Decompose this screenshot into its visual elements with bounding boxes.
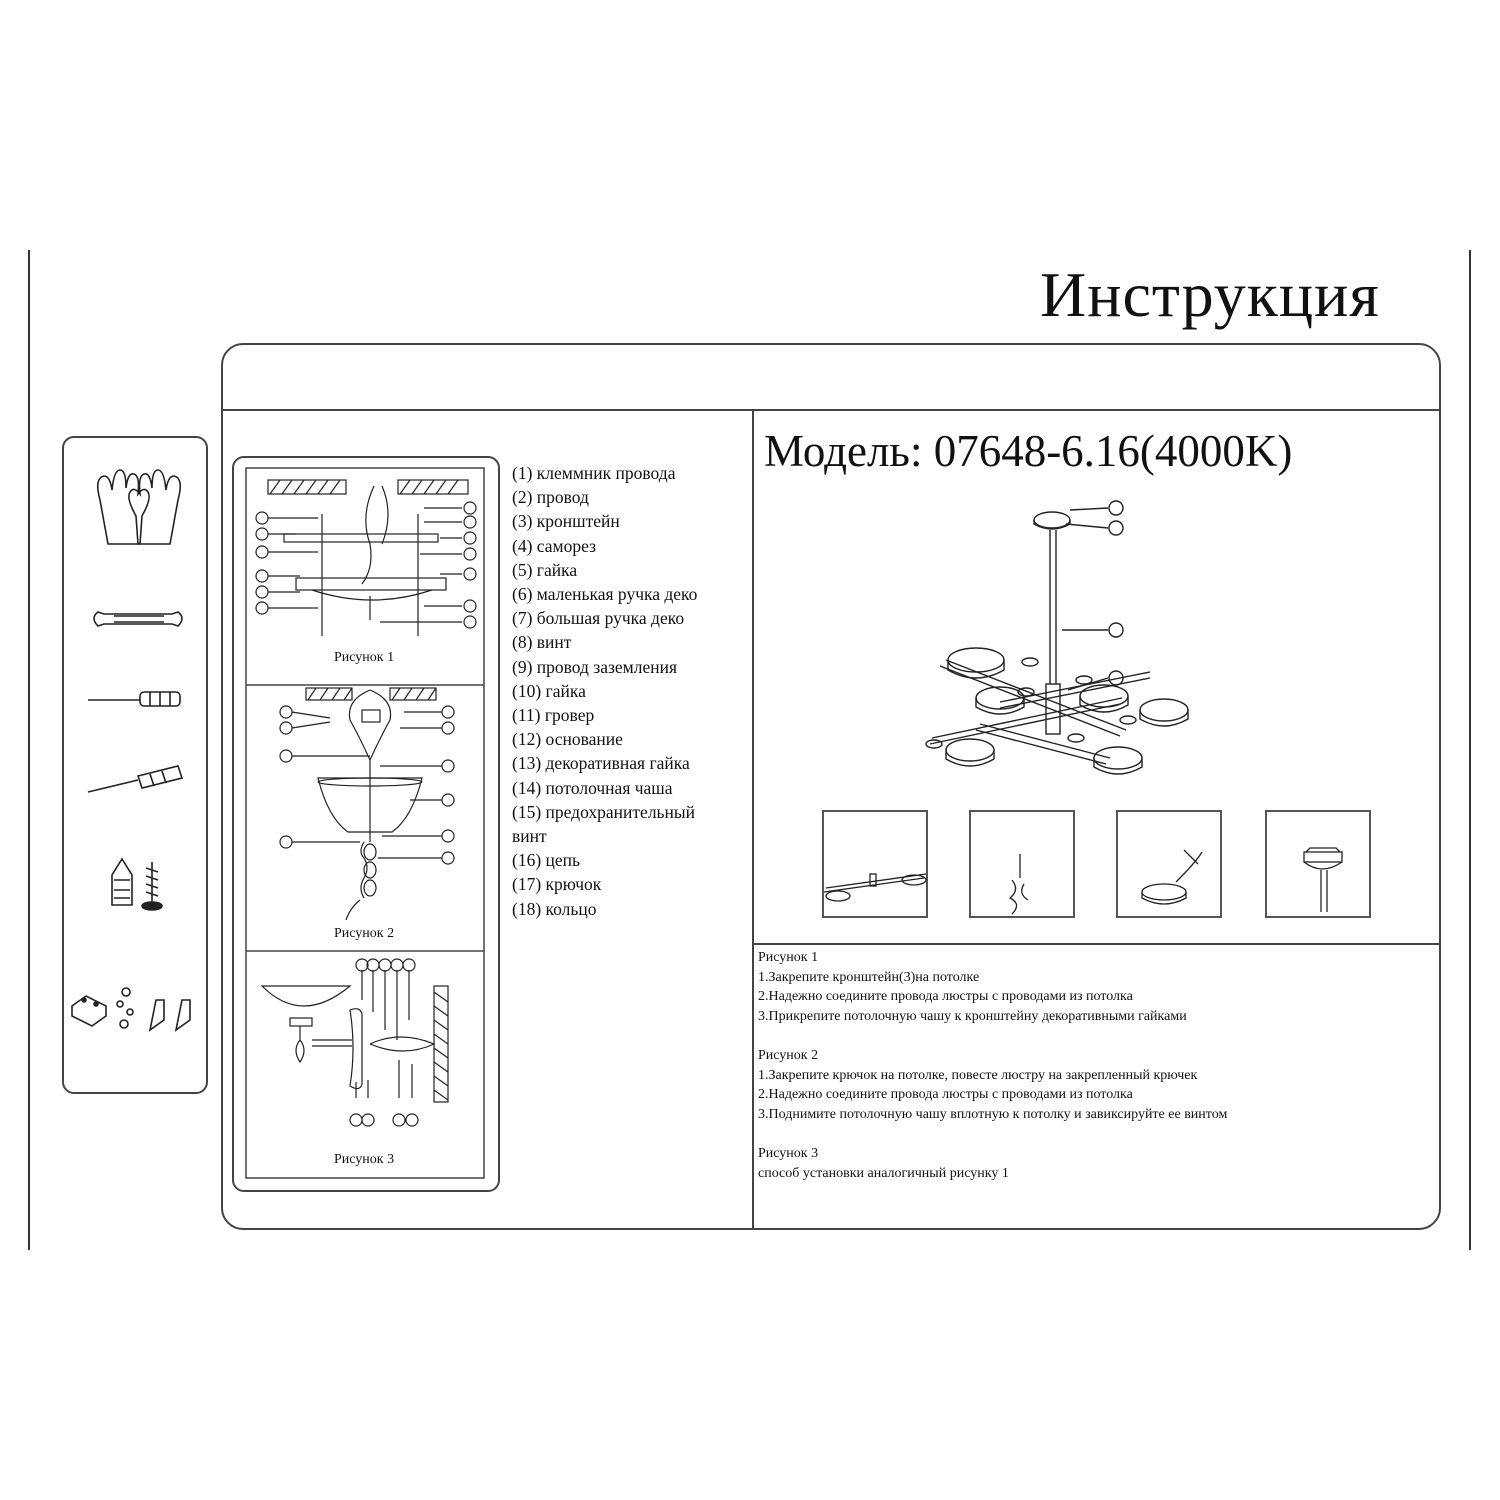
list-item: (15) предохранительный — [512, 801, 696, 822]
step-line: 3.Прикрепите потолочную чашу к кронштейну декоративными гайками — [758, 1008, 1187, 1024]
list-item: (13) декоративная гайка — [512, 753, 690, 774]
list-item: (12) основание — [512, 729, 623, 750]
page-title: Инструкция — [1040, 259, 1380, 330]
step-line: 2.Надежно соедините провода люстры с проводами из потолка — [758, 1087, 1133, 1103]
list-item: (7) большая ручка деко — [512, 608, 685, 629]
step-line: способ установки аналогичный рисунку 1 — [758, 1165, 1009, 1181]
list-item: (2) провод — [512, 487, 589, 508]
step-line: 3.Поднимите потолочную чашу вплотную к потолку и завиксируйте ее винтом — [758, 1106, 1228, 1122]
list-item: (8) винт — [512, 632, 572, 653]
list-item: (10) гайка — [512, 680, 586, 701]
list-item: (6) маленькая ручка деко — [512, 584, 698, 605]
model-title: Модель: 07648-6.16(4000K) — [764, 426, 1293, 476]
step-line: 1.Закрепите кронштейн(3)на потолке — [758, 969, 980, 985]
step-line: 1.Закрепите крючок на потолке, повесте люстру на закрепленный крючек — [758, 1067, 1198, 1083]
step-line: 2.Надежно соедините провода люстры с проводами из потолка — [758, 989, 1133, 1005]
list-item: (16) цепь — [512, 850, 581, 871]
figure-2-caption: Рисунок 2 — [334, 926, 395, 941]
list-item: (3) кронштейн — [512, 511, 620, 532]
installation-steps — [758, 948, 1227, 1183]
figure-3-caption: Рисунок 3 — [334, 1152, 395, 1167]
list-item: (11) гровер — [512, 705, 595, 726]
list-item: (9) провод заземления — [512, 656, 678, 677]
list-item: (14) потолочная чаша — [512, 777, 673, 798]
list-item: (4) саморез — [512, 535, 596, 556]
list-item: (5) гайка — [512, 559, 578, 580]
list-item: винт — [512, 826, 547, 847]
step-heading: Рисунок 1 — [758, 950, 819, 965]
list-item: (18) кольцо — [512, 898, 597, 919]
list-item: (1) клеммник провода — [512, 463, 676, 483]
step-heading: Рисунок 3 — [758, 1145, 819, 1161]
step-heading: Рисунок 2 — [758, 1047, 819, 1063]
figure-1-caption: Рисунок 1 — [334, 650, 395, 665]
list-item: (17) крючок — [512, 874, 602, 895]
